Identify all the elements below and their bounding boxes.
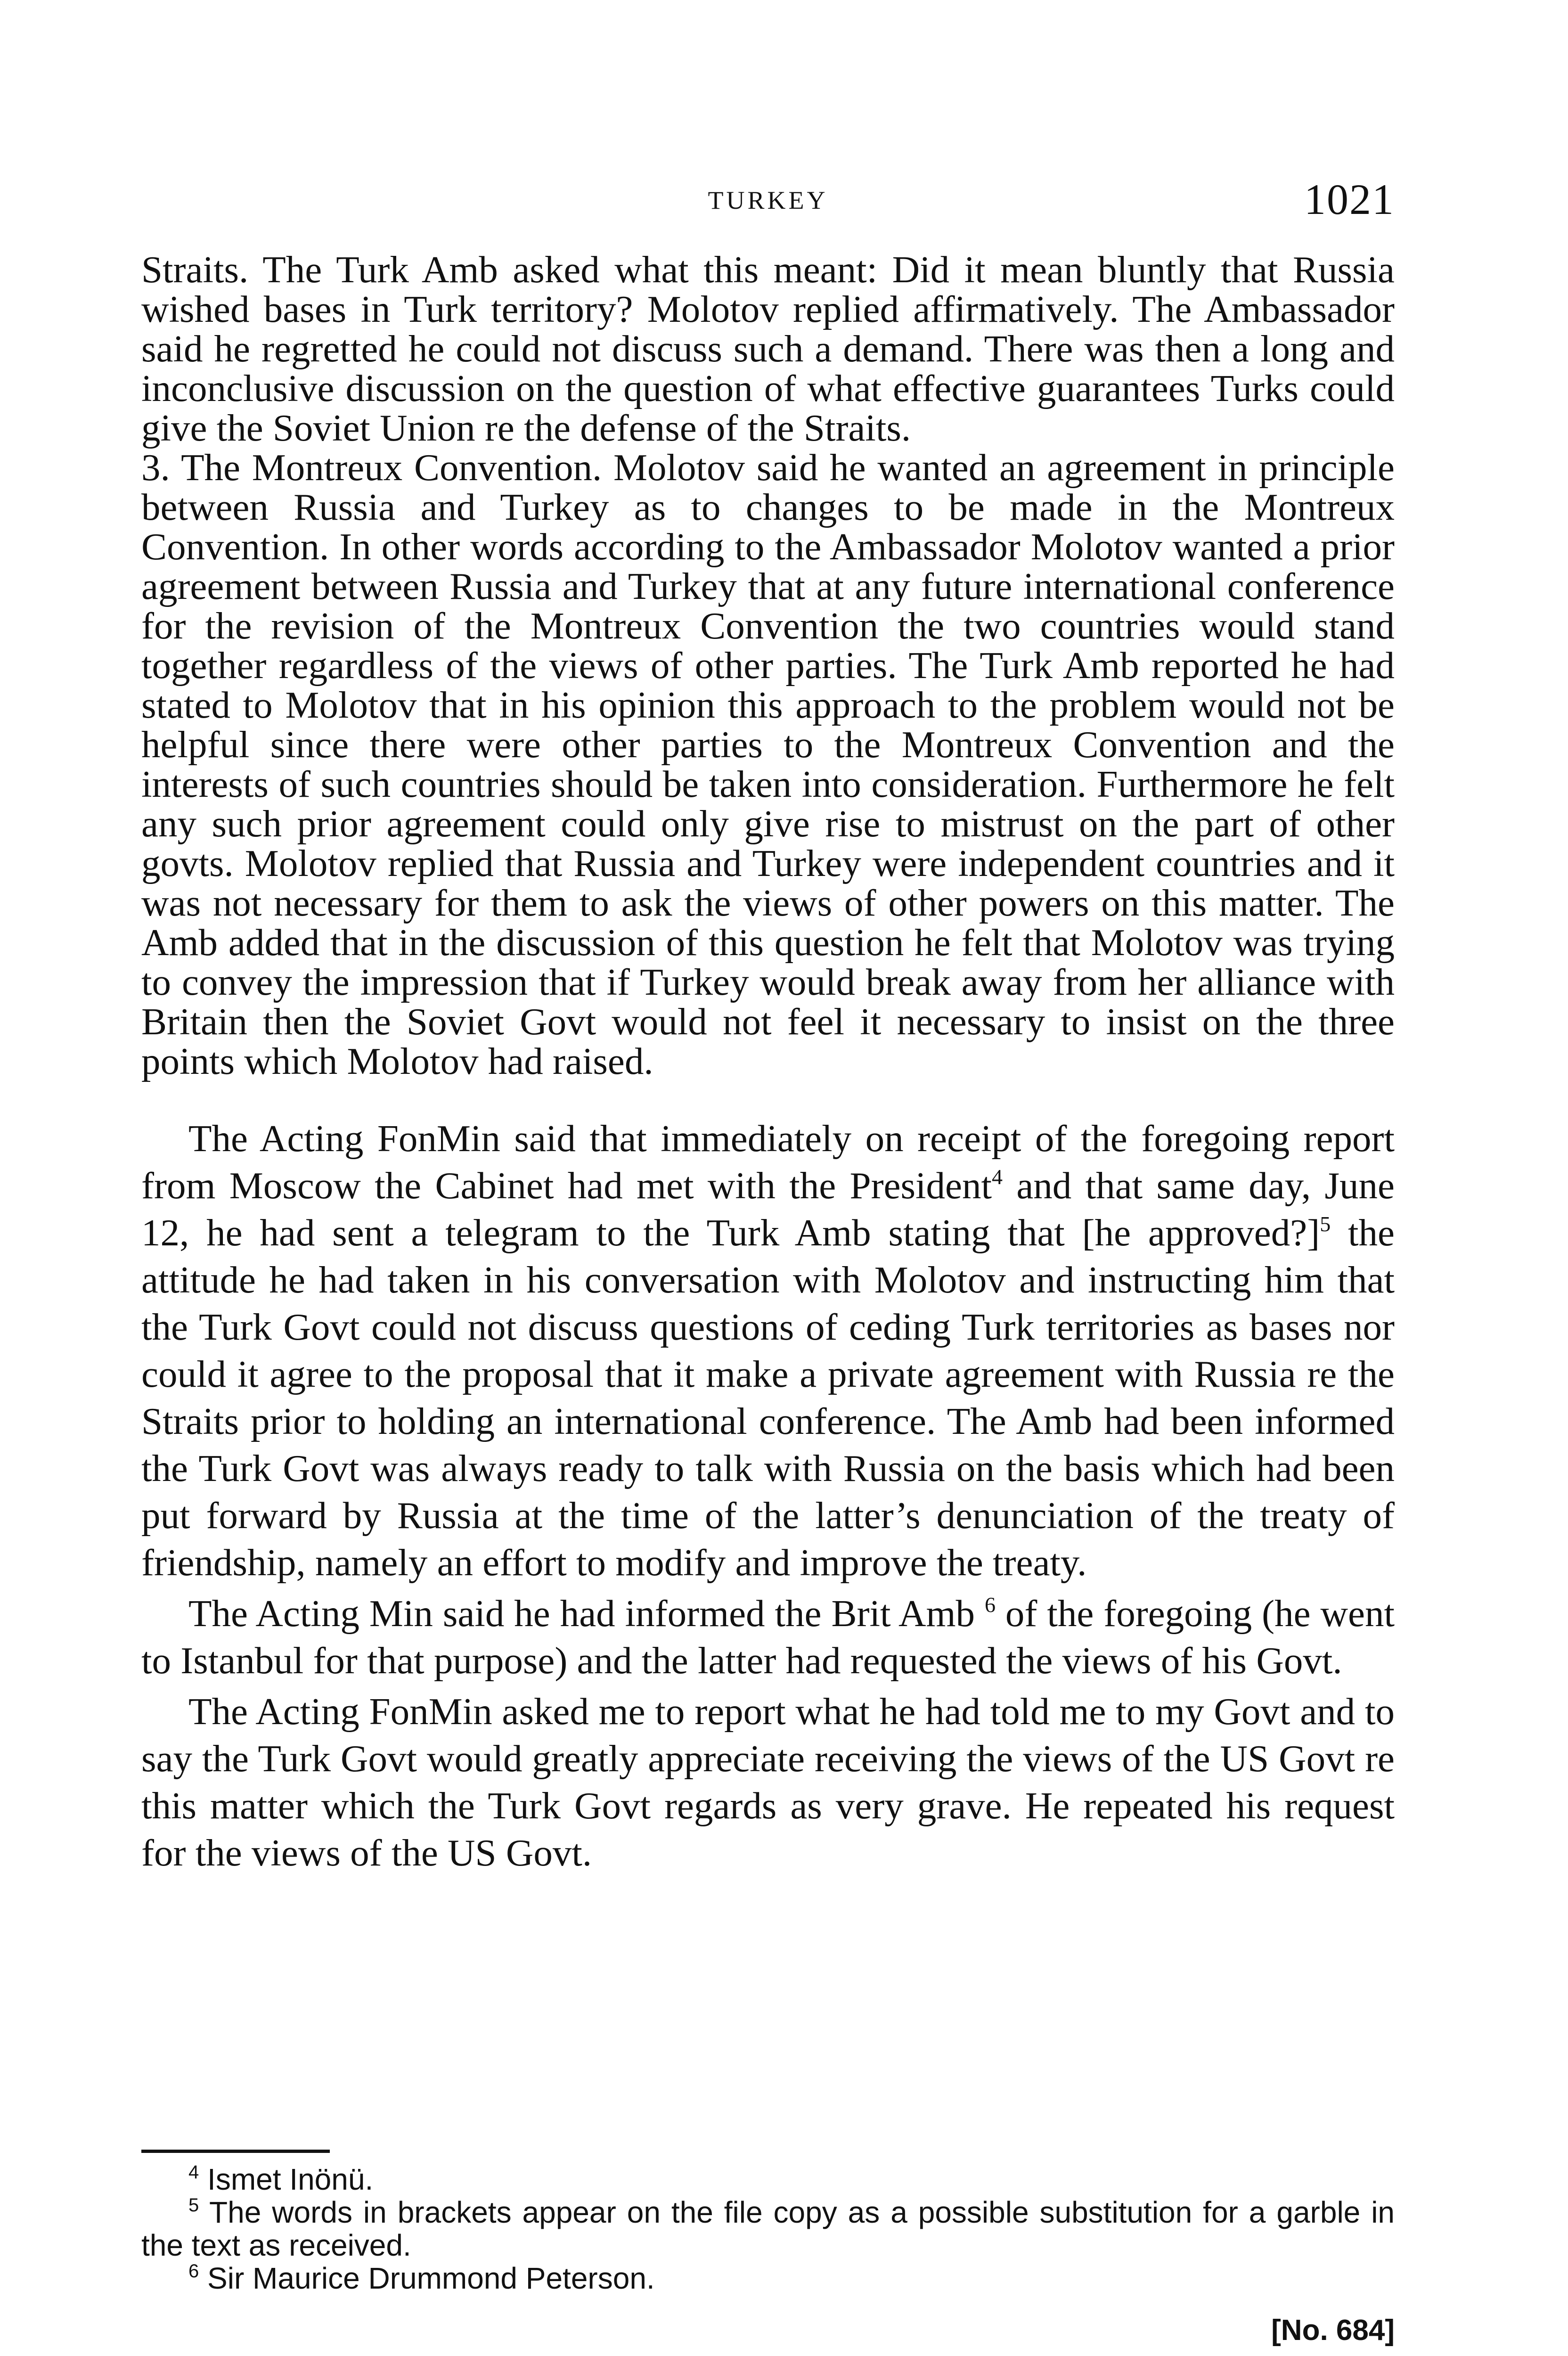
footnote-mark: 4 bbox=[188, 2162, 199, 2183]
footnote-ref-4: 4 bbox=[991, 1165, 1003, 1189]
quoted-paragraph-1: Straits. The Turk Amb asked what this meant: Did it mean bluntly that Russia wished bases in Turk territory? Molotov replied affirmatively. The Ambassador said he regretted he could not discuss such a demand. There was then a long and inconclusive discussion on the question of what effective guarantees Turks could give the Soviet Union re the defense of the Straits. bbox=[141, 248, 1395, 449]
footnote bbox=[141, 2196, 1395, 2262]
footnote-text: Ismet Inönü. bbox=[207, 2162, 374, 2196]
footnote-divider bbox=[141, 2150, 330, 2153]
page-number: 1021 bbox=[1304, 175, 1395, 223]
paragraph-text: of the foregoing (he went to Istanbul for that purpose) and the latter had requested the views of his Govt. bbox=[141, 1592, 1395, 1682]
paragraph-acting-min bbox=[141, 1590, 1395, 1684]
running-head: TURKEY bbox=[708, 186, 828, 214]
footnote-text: The words in brackets appear on the file copy as a possible substitution for a garble in the text as received. bbox=[141, 2195, 1395, 2262]
footnote-mark: 6 bbox=[188, 2261, 199, 2282]
footnote-ref-6: 6 bbox=[984, 1593, 996, 1617]
quoted-report bbox=[141, 250, 1395, 1081]
page-header bbox=[141, 174, 1395, 226]
document-number: [No. 684] bbox=[1271, 2314, 1395, 2347]
footnote bbox=[141, 2262, 1395, 2295]
main-text bbox=[141, 1115, 1395, 1876]
body-text bbox=[141, 250, 1395, 1876]
paragraph-text: The Acting Min said he had informed the Brit Amb bbox=[188, 1592, 985, 1635]
paragraph-acting-fonmin bbox=[141, 1115, 1395, 1586]
paragraph-text: the attitude he had taken in his conversation with Molotov and instructing him that the Turk Govt could not discuss questions of ceding Turk territories as bases nor could it agree to the proposal that it make a private agreement with Russia re the Straits prior to holding an international conference. The Amb had been informed the Turk Govt was always ready to talk with Russia on the basis which had been put forward by Russia at the time of the latter’s denunciation of the treaty of friendship, namely an effort to modify and improve the treaty. bbox=[141, 1211, 1395, 1584]
paragraph-request: The Acting FonMin asked me to report what he had told me to my Govt and to say the Turk Govt would greatly appreciate receiving the views of the US Govt re this matter which the Turk Govt regards as very grave. He repeated his request for the views of the US Govt. bbox=[141, 1690, 1395, 1874]
paragraph-text: The Acting FonMin said that immediately on receipt of the foregoing report from Moscow the Cabinet had met with the President bbox=[141, 1117, 1395, 1207]
footnotes bbox=[141, 2163, 1395, 2295]
quoted-paragraph-2: 3. The Montreux Convention. Molotov said he wanted an agreement in principle between Russia and Turkey as to changes to be made in the Montreux Convention. In other words according to the Ambassador Molotov wanted a prior agreement between Russia and Turkey that at any future international conference for the revision of the Montreux Convention the two countries would stand together regardless of the views of other parties. The Turk Amb reported he had stated to Molotov that in his opinion this approach to the problem would not be helpful since there were other parties to the Montreux Convention and the interests of such countries should be taken into consideration. Furthermore he felt any such prior agreement could only give rise to mistrust on the part of other govts. Molotov replied that Russia and Turkey were independent countries and it was not necessary for them to ask the views of other powers on this matter. The Amb added that in the discussion of this question he felt that Molotov was trying to convey the impression that if Turkey would break away from her alliance with Britain then the Soviet Govt would not feel it necessary to insist on the three points which Molotov had raised. bbox=[141, 446, 1395, 1082]
footnote-mark: 5 bbox=[188, 2195, 199, 2216]
footnote bbox=[141, 2163, 1395, 2196]
footnote-ref-5: 5 bbox=[1320, 1212, 1331, 1236]
paragraph-text: and that same day, June 12, he had sent a telegram to the Turk Amb stating that [he approved?] bbox=[141, 1164, 1395, 1254]
footnote-text: Sir Maurice Drummond Peterson. bbox=[207, 2261, 655, 2295]
